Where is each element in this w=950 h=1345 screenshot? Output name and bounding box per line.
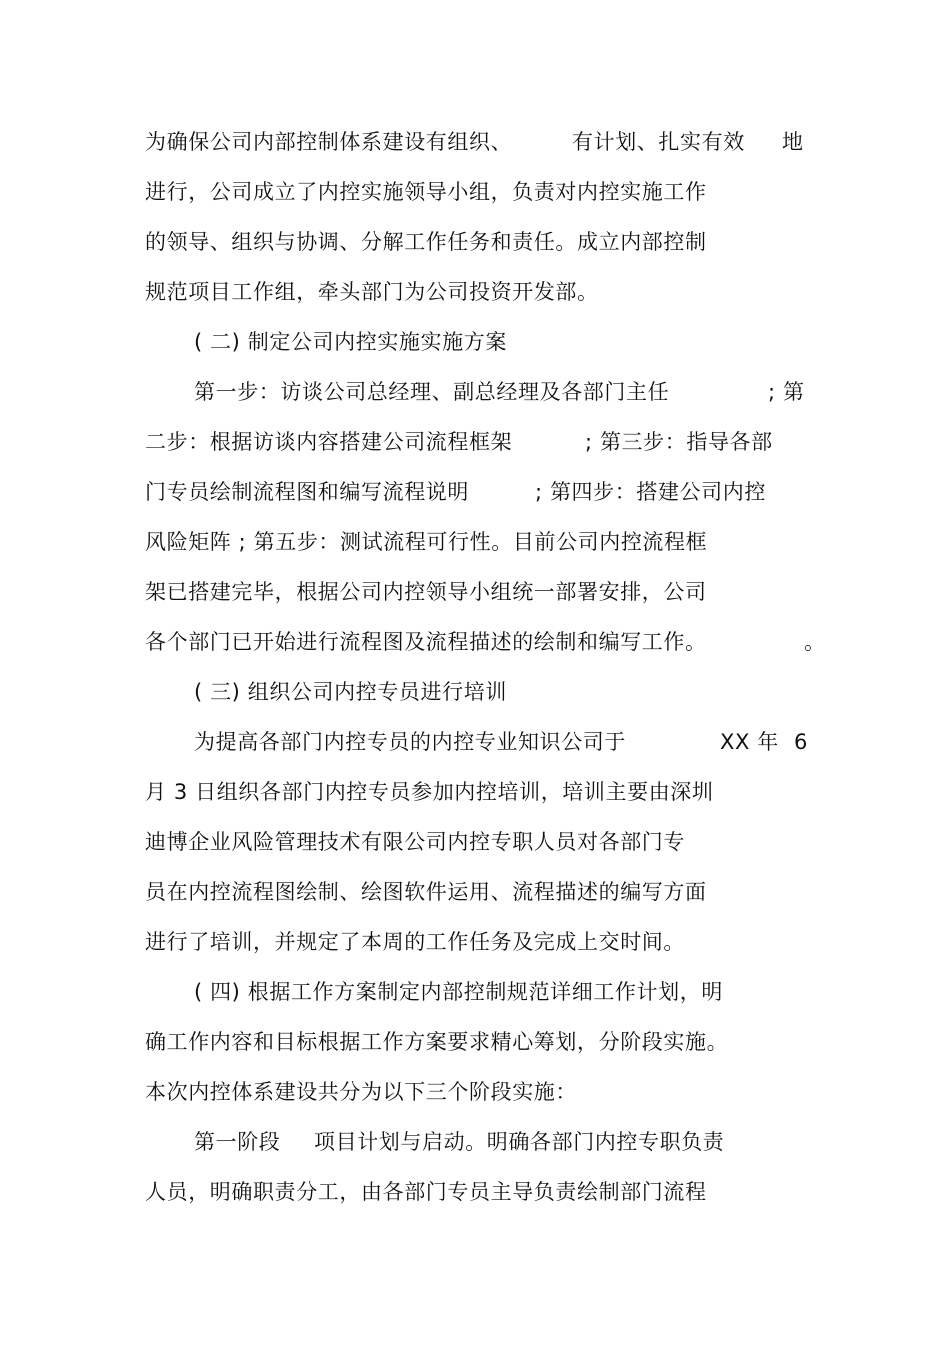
text-line: ; 第四步：搭建公司内控	[535, 480, 766, 504]
text-line: 地	[782, 130, 804, 154]
text-line: 第一阶段	[194, 1130, 281, 1154]
text-line: 。	[804, 630, 826, 654]
text-line: ; 第	[768, 380, 805, 404]
text-line: 月 3 日组织各部门内控专员参加内控培训，培训主要由深圳	[145, 780, 714, 804]
text-line: 项目计划与启动。明确各部门内控专职负责	[314, 1130, 725, 1154]
text-line: 有计划、扎实有效	[572, 130, 745, 154]
section-heading: ( 二) 制定公司内控实施实施方案	[194, 330, 507, 354]
text-line: 风险矩阵 ; 第五步：测试流程可行性。目前公司内控流程框	[145, 530, 708, 554]
section-heading: ( 四) 根据工作方案制定内部控制规范详细工作计划，明	[194, 980, 723, 1004]
text-line: 各个部门已开始进行流程图及流程描述的绘制和编写工作。	[145, 630, 707, 654]
text-line: 进行了培训，并规定了本周的工作任务及完成上交时间。	[145, 930, 685, 954]
section-heading: ( 三) 组织公司内控专员进行培训	[194, 680, 507, 704]
text-line: 员在内控流程图绘制、绘图软件运用、流程描述的编写方面	[145, 880, 707, 904]
text-line: 本次内控体系建设共分为以下三个阶段实施：	[145, 1080, 577, 1104]
text-line: 迪博企业风险管理技术有限公司内控专职人员对各部门专	[145, 830, 685, 854]
text-line: 为提高各部门内控专员的内控专业知识公司于	[194, 730, 626, 754]
text-line: 第一步：访谈公司总经理、副总经理及各部门主任	[194, 380, 670, 404]
text-line: 的领导、组织与协调、分解工作任务和责任。成立内部控制	[145, 230, 707, 254]
text-line: 门专员绘制流程图和编写流程说明	[145, 480, 469, 504]
text-line: 确工作内容和目标根据工作方案要求精心筹划，分阶段实施。	[145, 1030, 729, 1054]
text-line: 6	[794, 730, 808, 754]
text-line: XX 年	[720, 730, 779, 754]
text-line: 人员，明确职责分工，由各部门专员主导负责绘制部门流程	[145, 1180, 707, 1204]
text-line: 二步：根据访谈内容搭建公司流程框架	[145, 430, 513, 454]
text-line: 为确保公司内部控制体系建设有组织、	[145, 130, 513, 154]
text-line: ; 第三步：指导各部	[585, 430, 773, 454]
text-line: 进行，公司成立了内控实施领导小组，负责对内控实施工作	[145, 180, 707, 204]
text-line: 架已搭建完毕，根据公司内控领导小组统一部署安排，公司	[145, 580, 707, 604]
text-line: 规范项目工作组，牵头部门为公司投资开发部。	[145, 280, 599, 304]
